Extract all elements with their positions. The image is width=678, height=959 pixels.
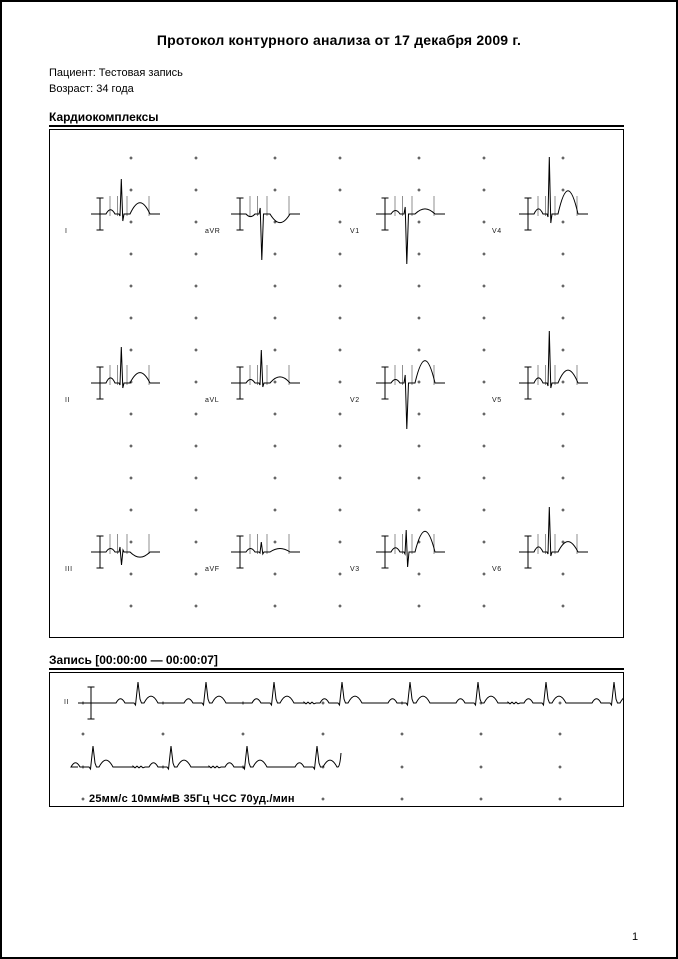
wave-boundary-ticks bbox=[250, 365, 289, 385]
wave-boundary-ticks bbox=[110, 534, 149, 554]
wave-boundary-ticks bbox=[250, 534, 289, 554]
lead-label: aVF bbox=[205, 566, 220, 573]
record-section-heading: Запись [00:00:00 — 00:00:07] bbox=[49, 654, 624, 670]
wave-boundary-ticks bbox=[538, 365, 577, 385]
record-ecg-svg bbox=[50, 673, 623, 806]
complexes-grid-box bbox=[49, 129, 624, 638]
patient-line: Пациент: Тестовая запись bbox=[49, 67, 183, 79]
age-line: Возраст: 34 года bbox=[49, 83, 134, 95]
ecg-complex-trace bbox=[91, 179, 160, 221]
lead-label: aVL bbox=[205, 397, 220, 404]
wave-boundary-ticks bbox=[395, 196, 434, 216]
page-number: 1 bbox=[632, 931, 639, 943]
record-lead-label: II bbox=[64, 699, 70, 706]
wave-boundary-ticks bbox=[110, 196, 149, 216]
lead-label: III bbox=[65, 566, 73, 573]
lead-label: V3 bbox=[350, 566, 360, 573]
ecg-complex-trace bbox=[519, 507, 588, 556]
wave-boundary-ticks bbox=[395, 365, 434, 385]
lead-label: I bbox=[65, 228, 68, 235]
wave-boundary-ticks bbox=[538, 196, 577, 216]
rhythm-strip-trace bbox=[78, 682, 623, 705]
wave-boundary-ticks bbox=[250, 196, 289, 216]
speed-gain-hr-info: 25мм/с 10мм/мВ 35Гц ЧСС 70уд./мин bbox=[89, 793, 295, 805]
lead-label: V1 bbox=[350, 228, 360, 235]
ecg-complex-trace bbox=[231, 542, 300, 554]
document-title: Протокол контурного анализа от 17 декабря 2009 г. bbox=[156, 32, 522, 48]
wave-boundary-ticks bbox=[395, 534, 434, 554]
lead-label: V5 bbox=[492, 397, 502, 404]
complexes-section-heading: Кардиокомплексы bbox=[49, 111, 624, 127]
ecg-complex-trace bbox=[376, 207, 445, 264]
lead-label: aVR bbox=[205, 228, 221, 235]
lead-label: V2 bbox=[350, 397, 360, 404]
ecg-complex-trace bbox=[231, 350, 300, 387]
record-strip-box bbox=[49, 672, 624, 807]
record-grid-dots bbox=[82, 702, 562, 801]
lead-label: V6 bbox=[492, 566, 502, 573]
complexes-grid-dots bbox=[130, 157, 565, 608]
ecg-complex-trace bbox=[376, 361, 445, 429]
ecg-complex-trace bbox=[519, 331, 588, 388]
rhythm-strip-trace bbox=[71, 746, 341, 769]
ecg-complex-trace bbox=[519, 157, 588, 223]
lead-label: V4 bbox=[492, 228, 502, 235]
lead-label: II bbox=[65, 397, 71, 404]
ecg-complex-trace bbox=[231, 208, 300, 260]
ecg-complex-trace bbox=[91, 547, 160, 565]
complexes-ecg-svg bbox=[50, 130, 623, 637]
wave-boundary-ticks bbox=[538, 534, 577, 554]
